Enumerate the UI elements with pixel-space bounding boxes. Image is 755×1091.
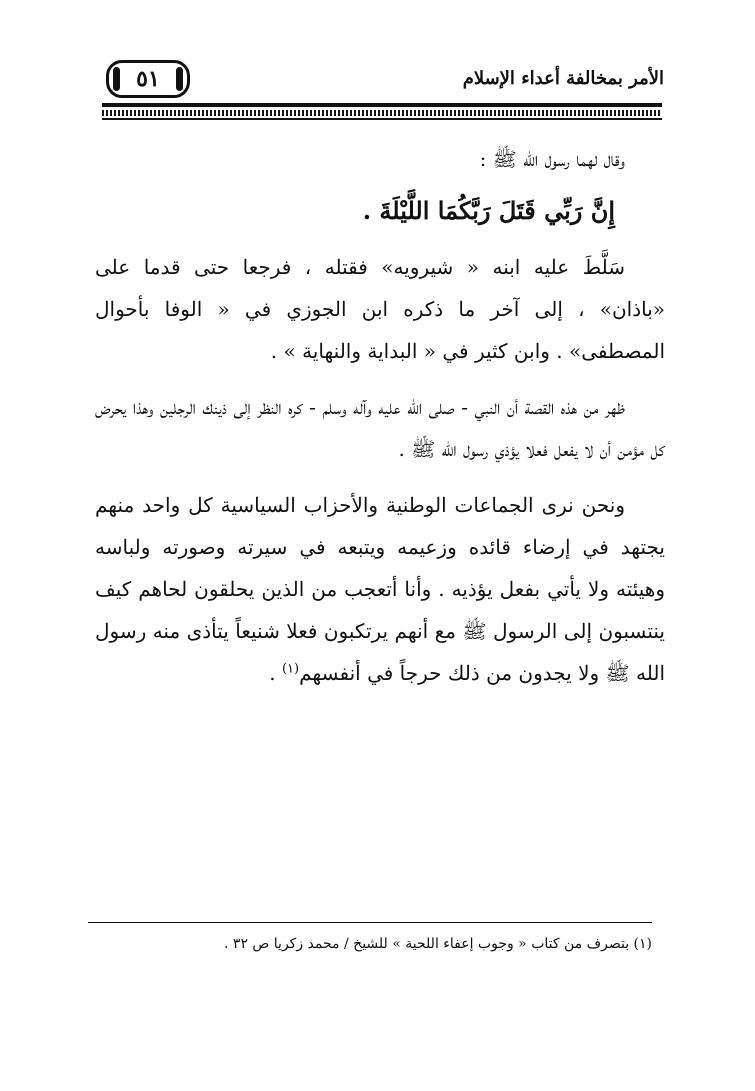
footnote: (١) بتصرف من كتاب « وجوب إعفاء اللحية » للشيخ / محمد زكريا ص ٣٢ . [224,936,652,952]
page-number-frame [106,60,190,98]
header-rule-thick [102,103,662,107]
page-number: ٥١ [136,66,160,92]
paragraph-2: ظهر من هذه القصة أن النبي - صلى الله عليه وآله وسلم - كره النظر إلى ذينك الرجلين وهذا يحرض كل مؤمن أن لا يفعل فعلا يؤذي رسول الله ﷺ . [95,395,665,461]
paragraph-1: سَلَّطَ عليه ابنه « شيرويه» فقتله ، فرجعا حتى قدما على «باذان» ، إلى آخر ما ذكره ابن الجوزي في « الوفا بأحوال المصطفى» . وابن كثير في « البداية والنهاية » . [95,255,665,363]
main-text [95,138,665,708]
footnote-reference: (١) [281,661,300,677]
header-rule-hatched [102,110,662,116]
running-title: الأمر بمخالفة أعداء الإسلام [462,68,664,89]
paragraph-3-end: . [269,661,282,685]
paragraph-3 [95,484,665,694]
intro-line: وقال لهما رسول الله ﷺ : [479,147,625,171]
header-rule-thin [102,118,662,120]
footnote-separator [88,922,652,923]
paragraph-3-text: ونحن نرى الجماعات الوطنية والأحزاب السياسية كل واحد منهم يجتهد في إرضاء قائده وزعيمه ويتبعه في سيرته وصورته ولباسه وهيئته ولا يأتي بفعل يؤذيه . وأنا أتعجب من الذين يحلقون لحاهم كيف ينتسبون إلى الرسول ﷺ مع أنهم يرتكبون فعلا شنيعاً يتأذى منه رسول الله ﷺ ولا يجدون من ذلك حرجاً في أنفسهم [95,493,665,685]
page-header [100,58,664,102]
hadith-quote: إِنَّ رَبِّي قَتَلَ رَبَّكُمَا اللَّيْلَةَ . [362,196,615,225]
